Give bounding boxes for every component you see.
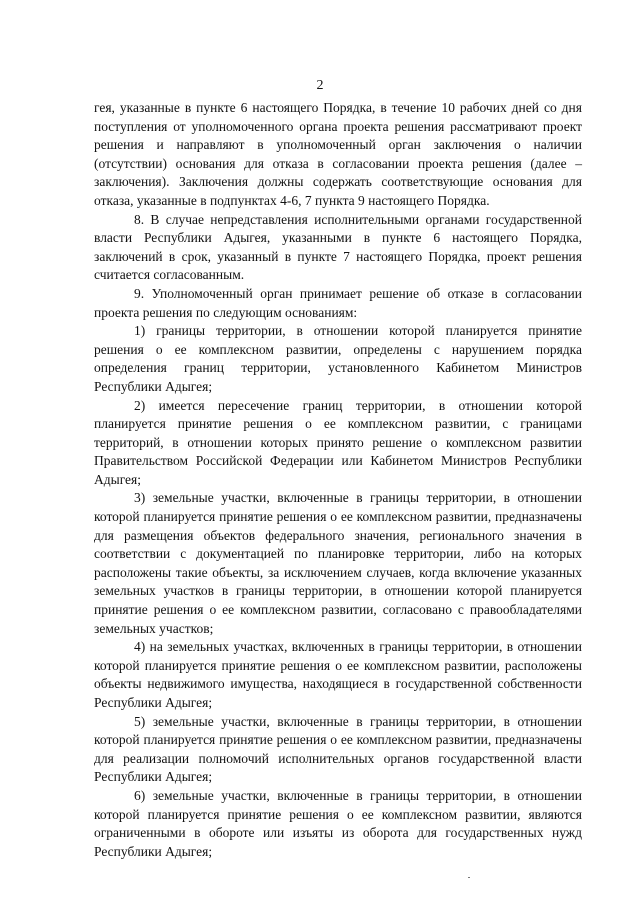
- subitem-6: 6) земельные участки, включенные в границы территории, в отношении которой планируется принятие решения о ее комплексном развитии, являются ограниченными в обороте или изъяты из оборота для государственных нужд Республики Адыгея;: [94, 787, 582, 859]
- subitem-2: 2) имеется пересечение границ территории, в отношении которой планируется принятие решения о ее комплексном развитии, с границами территорий, в отношении которых принято решение о комплексном развитии Правительством Российской Федерации или Кабинетом Министров Республики Адыгея;: [94, 397, 582, 487]
- page-number: 2: [316, 78, 324, 93]
- scan-speck: [468, 877, 470, 878]
- document-body: [94, 99, 582, 861]
- subitem-1: 1) границы территории, в отношении которой планируется принятие решения о ее комплексном развитии, определены с нарушением порядка определения границ территории, установленного Кабинетом Министров Республики Адыгея;: [94, 323, 582, 394]
- paragraph-item-9: 9. Уполномоченный орган принимает решение об отказе в согласовании проекта решения по следующим основаниям:: [94, 285, 582, 320]
- paragraph-continuation: гея, указанные в пункте 6 настоящего Порядка, в течение 10 рабочих дней со дня поступления от уполномоченного органа проекта решения рассматривают проект решения и направляют в уполномоченный орган заключения о наличии (отсутствии) основания для отказа в согласовании проекта решения (далее – заключения). Заключения должны содержать соответствующие основания для отказа, указанные в подпунктах 4-6, 7 пункта 9 настоящего Порядка.: [94, 100, 582, 208]
- subitem-3: 3) земельные участки, включенные в границы территории, в отношении которой планируется принятие решения о ее комплексном развитии, предназначены для размещения объектов федерального значения, регионального значения в соответствии с документацией по планировке территории, либо на которых расположены такие объекты, за исключением случаев, когда включение указанных земельных участков в границы территории, в отношении которой планируется принятие решения о ее комплексном развитии, согласовано с правообладателями земельных участков;: [94, 490, 582, 636]
- subitem-4: 4) на земельных участках, включенных в границы территории, в отношении которой планируется принятие решения о ее комплексном развитии, расположены объекты недвижимого имущества, находящиеся в государственной собственности Республики Адыгея;: [94, 639, 582, 710]
- subitem-5: 5) земельные участки, включенные в границы территории, в отношении которой планируется принятие решения о ее комплексном развитии, предназначены для реализации полномочий исполнительных органов государственной власти Республики Адыгея;: [94, 713, 582, 785]
- paragraph-item-8: 8. В случае непредставления исполнительными органами государственной власти Республики Адыгея, указанными в пункте 6 настоящего Порядка, заключений в срок, указанный в пункте 7 настоящего Порядка, проект решения считается согласованным.: [94, 211, 582, 283]
